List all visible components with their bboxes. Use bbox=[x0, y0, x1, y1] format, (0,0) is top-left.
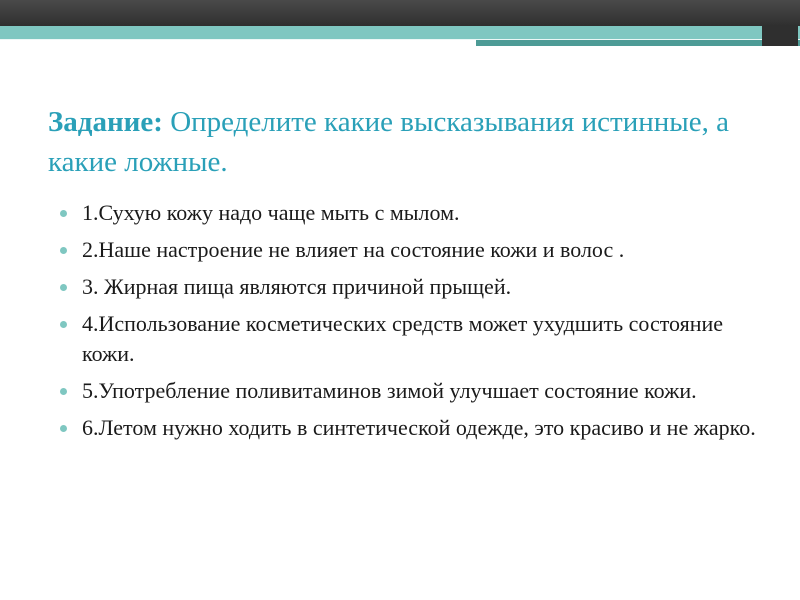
statement-list bbox=[60, 198, 760, 450]
list-item-text: 6.Летом нужно ходить в синтетической одежде, это красиво и не жарко. bbox=[82, 415, 756, 440]
list-item bbox=[60, 198, 760, 228]
title-label: Задание: bbox=[48, 106, 163, 138]
bullet-dot-icon bbox=[60, 247, 67, 254]
list-item bbox=[60, 376, 760, 406]
list-item-text: 4.Использование косметических средств может ухудшить состояние кожи. bbox=[82, 311, 724, 366]
header-bar-notch bbox=[762, 26, 798, 46]
list-item bbox=[60, 309, 760, 369]
bullet-dot-icon bbox=[60, 425, 67, 432]
title-text: Определите какие высказывания истинные, а какие ложные. bbox=[48, 106, 729, 178]
list-item bbox=[60, 413, 760, 443]
list-item-text: 2.Наше настроение не влияет на состояние кожи и волос . bbox=[82, 237, 625, 262]
header-bar-accent-segment bbox=[476, 40, 800, 46]
list-item-text: 3. Жирная пища являются причиной прыщей. bbox=[82, 274, 512, 299]
header-bar-dark bbox=[0, 0, 800, 26]
bullet-dot-icon bbox=[60, 210, 67, 217]
list-item bbox=[60, 272, 760, 302]
header-bar-teal bbox=[0, 26, 800, 40]
bullet-dot-icon bbox=[60, 321, 67, 328]
bullet-dot-icon bbox=[60, 284, 67, 291]
bullet-dot-icon bbox=[60, 388, 67, 395]
list-item-text: 5.Употребление поливитаминов зимой улучшает состояние кожи. bbox=[82, 378, 697, 403]
list-item bbox=[60, 235, 760, 265]
list-item-text: 1.Сухую кожу надо чаще мыть с мылом. bbox=[82, 200, 460, 225]
slide-title bbox=[48, 102, 748, 182]
